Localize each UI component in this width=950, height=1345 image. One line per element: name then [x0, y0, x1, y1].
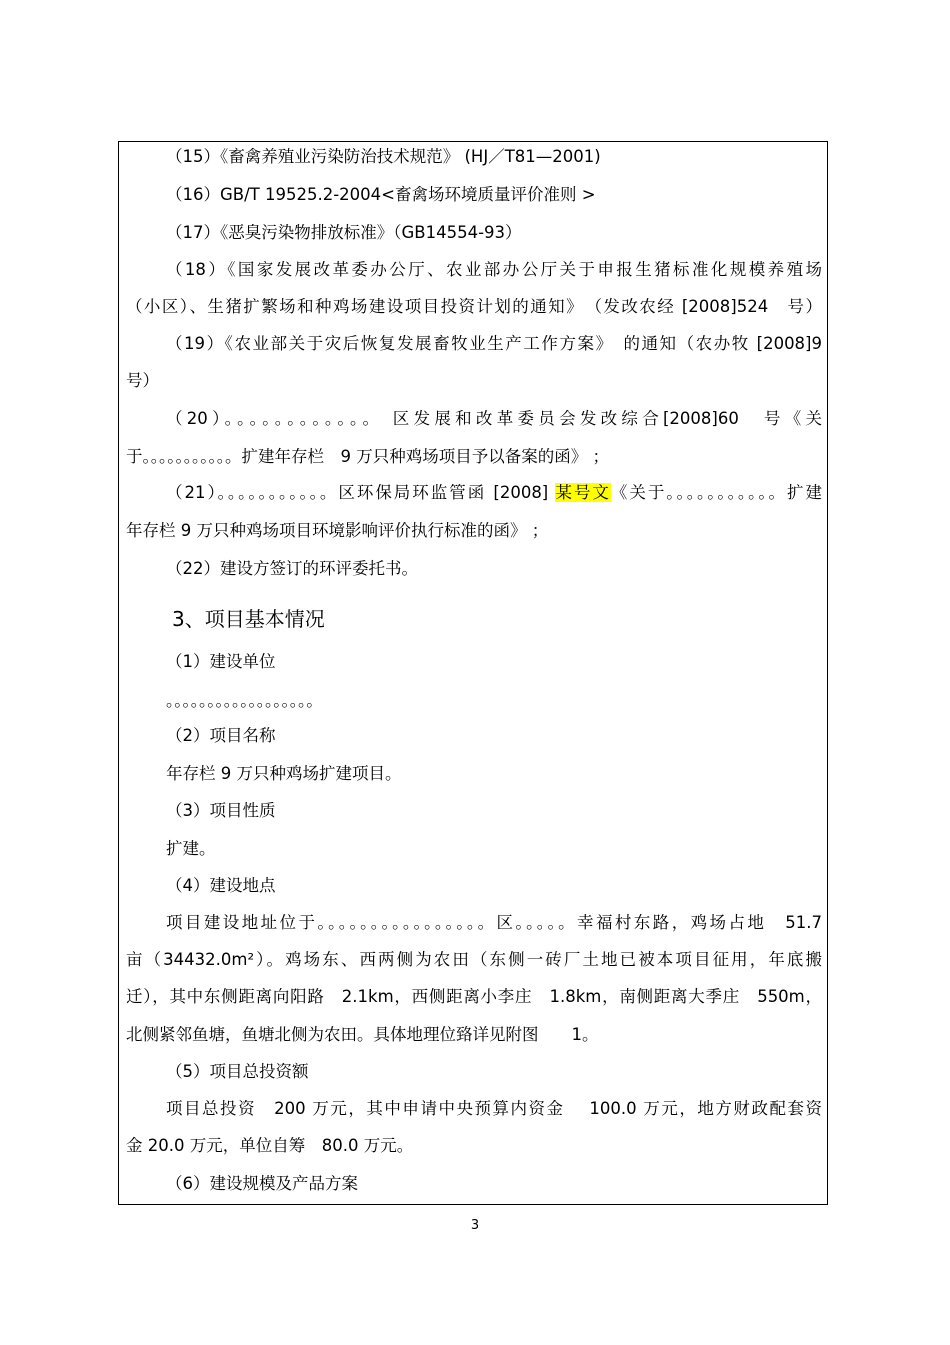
ref-19-line-2: 号） — [126, 371, 159, 390]
ref-20-line-2: 于。。。。。。。。。。。扩建年存栏 9 万只种鸡场项目予以备案的函》 ； — [126, 447, 609, 466]
page-number: 3 — [470, 1218, 480, 1233]
location-line-3: 迁），其中东侧距离向阳路 2.1km，西侧距离小李庄 1.8km，南侧距离大季庄 550m， — [126, 987, 822, 1006]
project-nature-value: 扩建。 — [166, 839, 216, 858]
investment-label: （5）项目总投资额 — [166, 1062, 309, 1081]
project-name-value: 年存栏 9 万只种鸡场扩建项目。 — [166, 764, 402, 783]
build-unit-label: （1）建设单位 — [166, 652, 276, 671]
location-line-2: 亩（34432.0m²）。鸡场东、西两侧为农田（东侧一砖厂土地已被本项目征用，年底搬 — [126, 950, 822, 969]
build-unit-value: 。。。。。。。。。。。。。。。。。。 — [166, 691, 323, 710]
location-label: （4）建设地点 — [166, 876, 276, 895]
ref-17: （17）《恶臭污染物排放标准》（GB14554-93） — [166, 223, 522, 242]
ref-15: （15）《畜禽养殖业污染防治技术规范》 (HJ／T81—2001) — [166, 147, 601, 166]
ref-21-line-1 — [166, 482, 822, 504]
section-3-heading: 3、项目基本情况 — [172, 607, 325, 631]
scale-label: （6）建设规模及产品方案 — [166, 1174, 358, 1193]
ref-21-suffix: 《关于。。。。。。。。。。。扩建 — [610, 483, 822, 502]
investment-line-2: 金 20.0 万元，单位自筹 80.0 万元。 — [126, 1136, 414, 1155]
location-line-4: 北侧紧邻鱼塘，鱼塘北侧为农田。具体地理位臵详见附图 1。 — [126, 1025, 599, 1044]
ref-18-line-1: （18）《国家发展改革委办公厅、农业部办公厅关于申报生猪标准化规模养殖场 — [166, 260, 822, 279]
ref-21-prefix: （21）。。。。。。。。。。。区环保局环监管函 [2008] — [166, 483, 556, 502]
highlighted-doc-number: 某号文 — [555, 483, 611, 502]
ref-22: （22）建设方签订的环评委托书。 — [166, 559, 418, 578]
ref-20-line-1: （20）。。。。。。。。。。。。 区发展和改革委员会发改综合[2008]60 号《关 — [166, 409, 822, 428]
investment-line-1: 项目总投资 200 万元，其中申请中央预算内资金 100.0 万元，地方财政配套资 — [166, 1099, 822, 1118]
ref-21-line-2: 年存栏 9 万只种鸡场项目环境影响评价执行标准的函》 ； — [126, 521, 549, 540]
ref-19-line-1: （19）《农业部关于灾后恢复发展畜牧业生产工作方案》 的通知（农办牧 [2008]9 — [166, 334, 822, 353]
ref-16: （16）GB/T 19525.2-2004<畜禽场环境质量评价准则 > — [166, 185, 596, 204]
project-name-label: （2）项目名称 — [166, 726, 276, 745]
project-nature-label: （3）项目性质 — [166, 801, 276, 820]
location-line-1: 项目建设地址位于。。。。。。。。。。。。。。。。区。。。。。幸福村东路，鸡场占地 51.7 — [166, 913, 822, 932]
ref-18-line-2: （小区）、生猪扩繁场和种鸡场建设项目投资计划的通知》 （发改农经 [2008]524 号） — [126, 297, 822, 316]
